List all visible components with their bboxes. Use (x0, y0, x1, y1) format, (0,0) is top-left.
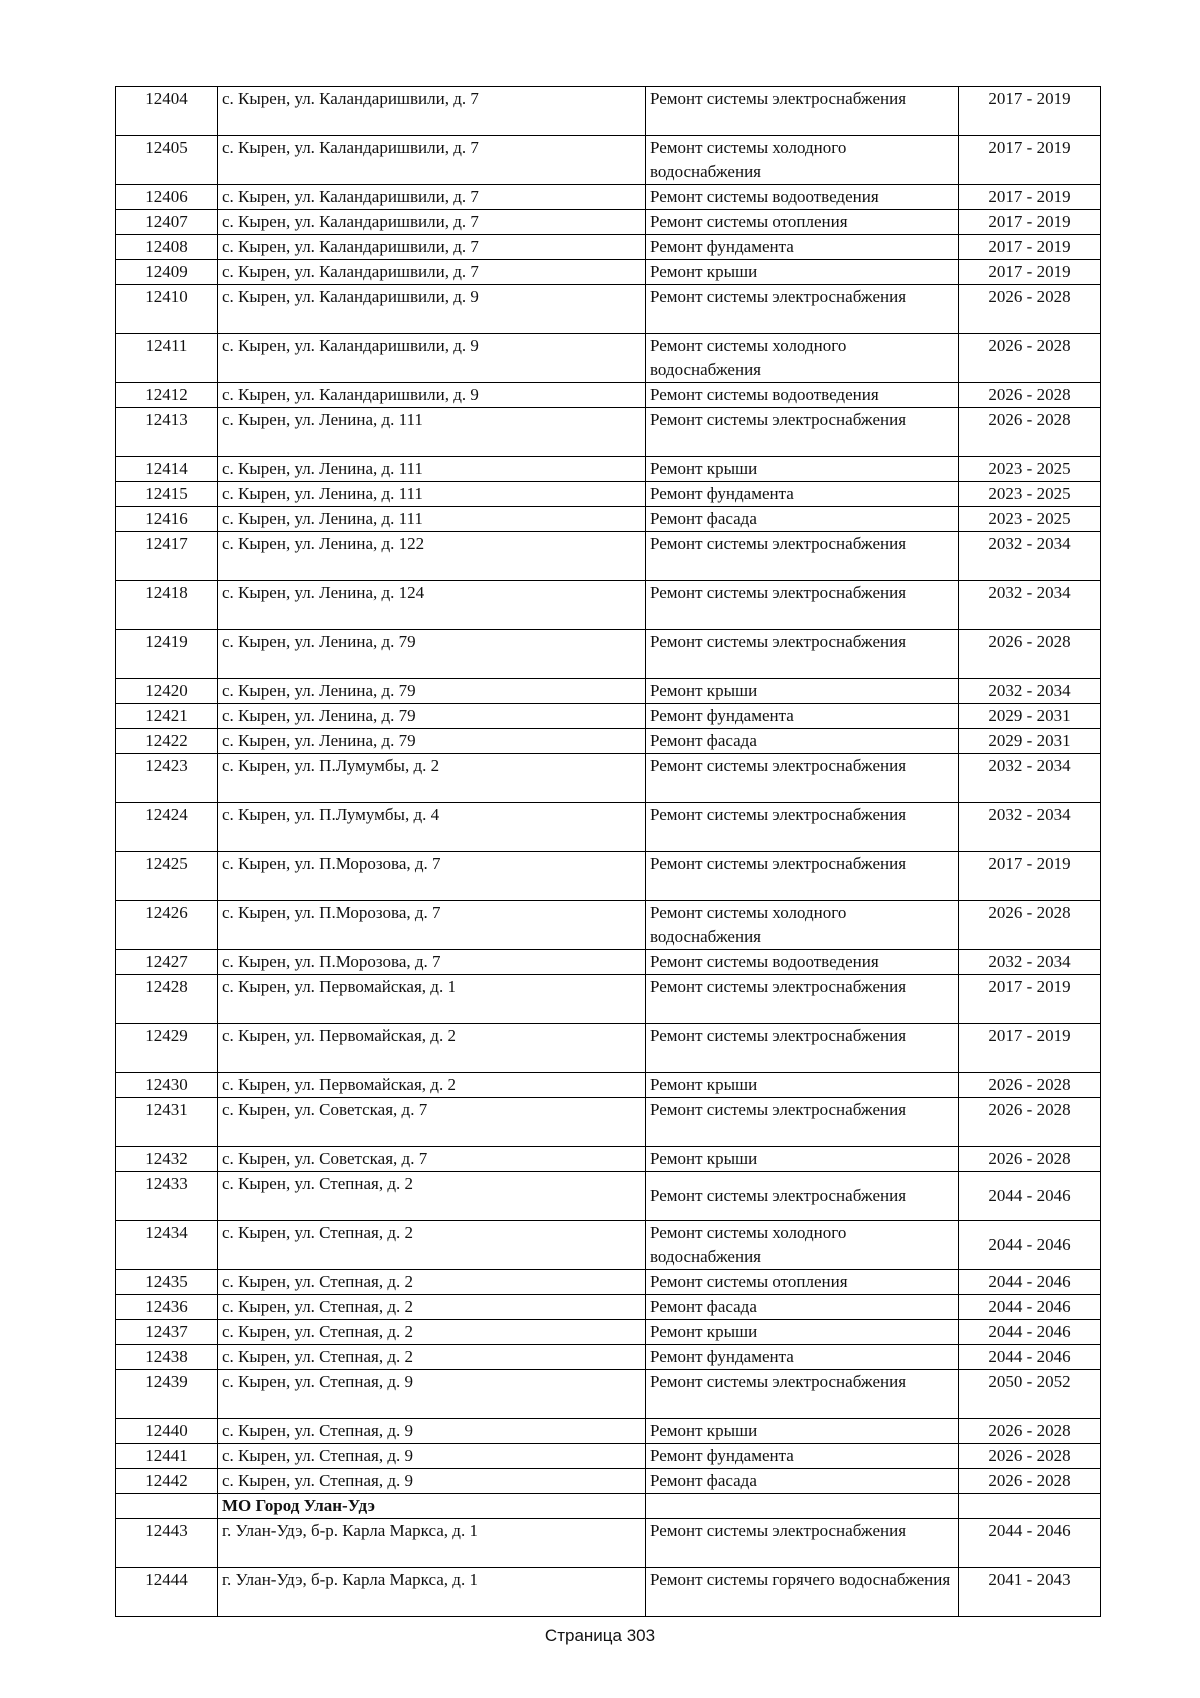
period-cell: 2029 - 2031 (959, 704, 1101, 729)
row-number-cell: 12428 (116, 975, 218, 1024)
work-type-cell: Ремонт системы электроснабжения (646, 581, 959, 630)
period-cell: 2044 - 2046 (959, 1320, 1101, 1345)
row-number-cell: 12408 (116, 235, 218, 260)
address-cell: с. Кырен, ул. Каландаришвили, д. 9 (218, 383, 646, 408)
work-type-cell: Ремонт системы электроснабжения (646, 1370, 959, 1419)
table-row (116, 630, 1101, 679)
period-cell: 2017 - 2019 (959, 852, 1101, 901)
address-cell: с. Кырен, ул. Каландаришвили, д. 7 (218, 235, 646, 260)
table-row (116, 1370, 1101, 1419)
table-row (116, 87, 1101, 136)
work-type-cell: Ремонт системы электроснабжения (646, 1172, 959, 1221)
period-cell: 2026 - 2028 (959, 1444, 1101, 1469)
address-cell: с. Кырен, ул. Каландаришвили, д. 7 (218, 136, 646, 185)
row-number-cell: 12404 (116, 87, 218, 136)
row-number-cell: 12411 (116, 334, 218, 383)
work-type-cell: Ремонт системы горячего водоснабжения (646, 1568, 959, 1617)
work-type-cell: Ремонт системы отопления (646, 1270, 959, 1295)
address-cell: с. Кырен, ул. Ленина, д. 122 (218, 532, 646, 581)
table-row (116, 235, 1101, 260)
work-type-cell: Ремонт системы электроснабжения (646, 975, 959, 1024)
work-type-cell: Ремонт фундамента (646, 1345, 959, 1370)
work-type-cell: Ремонт фасада (646, 1469, 959, 1494)
work-type-cell: Ремонт системы электроснабжения (646, 630, 959, 679)
address-cell: с. Кырен, ул. Советская, д. 7 (218, 1147, 646, 1172)
table-row (116, 1444, 1101, 1469)
row-number-cell (116, 1494, 218, 1519)
table-row (116, 285, 1101, 334)
row-number-cell: 12433 (116, 1172, 218, 1221)
table-row (116, 1221, 1101, 1270)
period-cell: 2044 - 2046 (959, 1519, 1101, 1568)
address-cell: с. Кырен, ул. Степная, д. 9 (218, 1419, 646, 1444)
row-number-cell: 12424 (116, 803, 218, 852)
address-cell: с. Кырен, ул. Степная, д. 2 (218, 1221, 646, 1270)
row-number-cell: 12441 (116, 1444, 218, 1469)
table-row (116, 729, 1101, 754)
period-cell: 2032 - 2034 (959, 581, 1101, 630)
work-type-cell: Ремонт системы водоотведения (646, 185, 959, 210)
work-type-cell: Ремонт крыши (646, 679, 959, 704)
period-cell: 2026 - 2028 (959, 1098, 1101, 1147)
period-cell: 2026 - 2028 (959, 901, 1101, 950)
work-type-cell: Ремонт системы электроснабжения (646, 1519, 959, 1568)
table-row (116, 260, 1101, 285)
table-row (116, 1295, 1101, 1320)
period-cell: 2044 - 2046 (959, 1172, 1101, 1221)
work-type-cell: Ремонт фундамента (646, 1444, 959, 1469)
address-cell: с. Кырен, ул. Ленина, д. 79 (218, 679, 646, 704)
period-cell: 2017 - 2019 (959, 260, 1101, 285)
table-row (116, 1519, 1101, 1568)
table-row (116, 679, 1101, 704)
period-cell: 2026 - 2028 (959, 383, 1101, 408)
work-type-cell: Ремонт системы электроснабжения (646, 408, 959, 457)
address-cell: г. Улан-Удэ, б-р. Карла Маркса, д. 1 (218, 1568, 646, 1617)
address-cell: с. Кырен, ул. П.Морозова, д. 7 (218, 852, 646, 901)
work-type-cell: Ремонт системы электроснабжения (646, 754, 959, 803)
table-row (116, 803, 1101, 852)
table-row (116, 704, 1101, 729)
address-cell: с. Кырен, ул. Ленина, д. 124 (218, 581, 646, 630)
row-number-cell: 12417 (116, 532, 218, 581)
period-cell (959, 1494, 1101, 1519)
period-cell: 2023 - 2025 (959, 457, 1101, 482)
row-number-cell: 12438 (116, 1345, 218, 1370)
address-cell: с. Кырен, ул. Ленина, д. 111 (218, 507, 646, 532)
period-cell: 2026 - 2028 (959, 1419, 1101, 1444)
period-cell: 2044 - 2046 (959, 1270, 1101, 1295)
period-cell: 2017 - 2019 (959, 185, 1101, 210)
row-number-cell: 12427 (116, 950, 218, 975)
section-row (116, 1494, 1101, 1519)
row-number-cell: 12420 (116, 679, 218, 704)
work-type-cell: Ремонт системы электроснабжения (646, 532, 959, 581)
table-row (116, 1419, 1101, 1444)
period-cell: 2032 - 2034 (959, 803, 1101, 852)
address-cell: с. Кырен, ул. Первомайская, д. 2 (218, 1024, 646, 1073)
work-type-cell: Ремонт крыши (646, 1320, 959, 1345)
address-cell: с. Кырен, ул. Ленина, д. 111 (218, 408, 646, 457)
table-row (116, 1568, 1101, 1617)
period-cell: 2026 - 2028 (959, 334, 1101, 383)
address-cell: с. Кырен, ул. Ленина, д. 79 (218, 704, 646, 729)
work-type-cell: Ремонт фасада (646, 507, 959, 532)
period-cell: 2017 - 2019 (959, 136, 1101, 185)
work-type-cell: Ремонт фундамента (646, 482, 959, 507)
table-row (116, 482, 1101, 507)
table-row (116, 1024, 1101, 1073)
table-row (116, 1469, 1101, 1494)
period-cell: 2041 - 2043 (959, 1568, 1101, 1617)
work-type-cell: Ремонт крыши (646, 1147, 959, 1172)
work-type-cell: Ремонт системы отопления (646, 210, 959, 235)
table-row (116, 1320, 1101, 1345)
table-row (116, 334, 1101, 383)
table-row (116, 1172, 1101, 1221)
address-cell: с. Кырен, ул. Ленина, д. 111 (218, 457, 646, 482)
address-cell: с. Кырен, ул. Степная, д. 2 (218, 1270, 646, 1295)
row-number-cell: 12425 (116, 852, 218, 901)
table-row (116, 852, 1101, 901)
row-number-cell: 12421 (116, 704, 218, 729)
work-type-cell: Ремонт крыши (646, 1073, 959, 1098)
address-cell: МО Город Улан-Удэ (218, 1494, 646, 1519)
period-cell: 2044 - 2046 (959, 1345, 1101, 1370)
table-row (116, 901, 1101, 950)
table-row (116, 136, 1101, 185)
row-number-cell: 12423 (116, 754, 218, 803)
table-row (116, 975, 1101, 1024)
period-cell: 2044 - 2046 (959, 1295, 1101, 1320)
address-cell: с. Кырен, ул. Степная, д. 2 (218, 1172, 646, 1221)
row-number-cell: 12440 (116, 1419, 218, 1444)
period-cell: 2032 - 2034 (959, 532, 1101, 581)
row-number-cell: 12435 (116, 1270, 218, 1295)
table-row (116, 408, 1101, 457)
period-cell: 2026 - 2028 (959, 285, 1101, 334)
work-type-cell: Ремонт системы электроснабжения (646, 852, 959, 901)
period-cell: 2032 - 2034 (959, 754, 1101, 803)
row-number-cell: 12419 (116, 630, 218, 679)
period-cell: 2050 - 2052 (959, 1370, 1101, 1419)
work-type-cell: Ремонт системы холодного водоснабжения (646, 136, 959, 185)
work-type-cell: Ремонт крыши (646, 457, 959, 482)
address-cell: с. Кырен, ул. Каландаришвили, д. 9 (218, 334, 646, 383)
address-cell: с. Кырен, ул. Ленина, д. 79 (218, 729, 646, 754)
work-type-cell: Ремонт системы электроснабжения (646, 87, 959, 136)
period-cell: 2044 - 2046 (959, 1221, 1101, 1270)
period-cell: 2029 - 2031 (959, 729, 1101, 754)
work-type-cell (646, 1494, 959, 1519)
address-cell: с. Кырен, ул. Степная, д. 9 (218, 1444, 646, 1469)
period-cell: 2032 - 2034 (959, 950, 1101, 975)
address-cell: с. Кырен, ул. Каландаришвили, д. 7 (218, 185, 646, 210)
address-cell: с. Кырен, ул. П.Лумумбы, д. 4 (218, 803, 646, 852)
table-row (116, 1345, 1101, 1370)
work-type-cell: Ремонт системы холодного водоснабжения (646, 901, 959, 950)
row-number-cell: 12442 (116, 1469, 218, 1494)
address-cell: с. Кырен, ул. Каландаришвили, д. 9 (218, 285, 646, 334)
address-cell: с. Кырен, ул. Ленина, д. 111 (218, 482, 646, 507)
row-number-cell: 12443 (116, 1519, 218, 1568)
address-cell: с. Кырен, ул. Советская, д. 7 (218, 1098, 646, 1147)
row-number-cell: 12418 (116, 581, 218, 630)
row-number-cell: 12414 (116, 457, 218, 482)
table-row (116, 210, 1101, 235)
row-number-cell: 12412 (116, 383, 218, 408)
address-cell: с. Кырен, ул. Степная, д. 2 (218, 1320, 646, 1345)
row-number-cell: 12434 (116, 1221, 218, 1270)
work-type-cell: Ремонт системы электроснабжения (646, 1024, 959, 1073)
table-row (116, 1270, 1101, 1295)
address-cell: с. Кырен, ул. Степная, д. 2 (218, 1345, 646, 1370)
row-number-cell: 12436 (116, 1295, 218, 1320)
period-cell: 2026 - 2028 (959, 630, 1101, 679)
table-row (116, 1073, 1101, 1098)
period-cell: 2026 - 2028 (959, 1469, 1101, 1494)
period-cell: 2023 - 2025 (959, 482, 1101, 507)
work-type-cell: Ремонт системы водоотведения (646, 950, 959, 975)
address-cell: с. Кырен, ул. Первомайская, д. 1 (218, 975, 646, 1024)
period-cell: 2032 - 2034 (959, 679, 1101, 704)
address-cell: с. Кырен, ул. Ленина, д. 79 (218, 630, 646, 679)
table-row (116, 532, 1101, 581)
address-cell: с. Кырен, ул. Каландаришвили, д. 7 (218, 210, 646, 235)
row-number-cell: 12429 (116, 1024, 218, 1073)
row-number-cell: 12439 (116, 1370, 218, 1419)
table-row (116, 383, 1101, 408)
period-cell: 2026 - 2028 (959, 1073, 1101, 1098)
period-cell: 2017 - 2019 (959, 87, 1101, 136)
row-number-cell: 12444 (116, 1568, 218, 1617)
row-number-cell: 12406 (116, 185, 218, 210)
period-cell: 2017 - 2019 (959, 210, 1101, 235)
address-cell: г. Улан-Удэ, б-р. Карла Маркса, д. 1 (218, 1519, 646, 1568)
work-type-cell: Ремонт системы водоотведения (646, 383, 959, 408)
row-number-cell: 12437 (116, 1320, 218, 1345)
work-type-cell: Ремонт фасада (646, 729, 959, 754)
work-type-cell: Ремонт системы холодного водоснабжения (646, 1221, 959, 1270)
address-cell: с. Кырен, ул. П.Морозова, д. 7 (218, 950, 646, 975)
repair-schedule-table (115, 86, 1101, 1617)
address-cell: с. Кырен, ул. П.Морозова, д. 7 (218, 901, 646, 950)
row-number-cell: 12422 (116, 729, 218, 754)
address-cell: с. Кырен, ул. Степная, д. 9 (218, 1469, 646, 1494)
row-number-cell: 12432 (116, 1147, 218, 1172)
address-cell: с. Кырен, ул. Каландаришвили, д. 7 (218, 260, 646, 285)
work-type-cell: Ремонт фундамента (646, 235, 959, 260)
table-row (116, 457, 1101, 482)
work-type-cell: Ремонт крыши (646, 1419, 959, 1444)
row-number-cell: 12430 (116, 1073, 218, 1098)
period-cell: 2026 - 2028 (959, 408, 1101, 457)
period-cell: 2023 - 2025 (959, 507, 1101, 532)
work-type-cell: Ремонт фундамента (646, 704, 959, 729)
period-cell: 2017 - 2019 (959, 235, 1101, 260)
row-number-cell: 12413 (116, 408, 218, 457)
table-row (116, 581, 1101, 630)
work-type-cell: Ремонт системы электроснабжения (646, 285, 959, 334)
address-cell: с. Кырен, ул. П.Лумумбы, д. 2 (218, 754, 646, 803)
work-type-cell: Ремонт системы холодного водоснабжения (646, 334, 959, 383)
row-number-cell: 12407 (116, 210, 218, 235)
period-cell: 2017 - 2019 (959, 975, 1101, 1024)
work-type-cell: Ремонт системы электроснабжения (646, 1098, 959, 1147)
table-row (116, 1098, 1101, 1147)
work-type-cell: Ремонт фасада (646, 1295, 959, 1320)
row-number-cell: 12426 (116, 901, 218, 950)
table-row (116, 507, 1101, 532)
row-number-cell: 12410 (116, 285, 218, 334)
table-row (116, 1147, 1101, 1172)
page-number: Страница 303 (544, 1626, 656, 1645)
row-number-cell: 12416 (116, 507, 218, 532)
row-number-cell: 12431 (116, 1098, 218, 1147)
table-body (116, 87, 1101, 1617)
table-row (116, 950, 1101, 975)
row-number-cell: 12409 (116, 260, 218, 285)
page-footer (0, 1626, 1200, 1646)
row-number-cell: 12405 (116, 136, 218, 185)
address-cell: с. Кырен, ул. Каландаришвили, д. 7 (218, 87, 646, 136)
address-cell: с. Кырен, ул. Степная, д. 9 (218, 1370, 646, 1419)
work-type-cell: Ремонт системы электроснабжения (646, 803, 959, 852)
address-cell: с. Кырен, ул. Степная, д. 2 (218, 1295, 646, 1320)
table-row (116, 754, 1101, 803)
address-cell: с. Кырен, ул. Первомайская, д. 2 (218, 1073, 646, 1098)
table-row (116, 185, 1101, 210)
period-cell: 2026 - 2028 (959, 1147, 1101, 1172)
row-number-cell: 12415 (116, 482, 218, 507)
work-type-cell: Ремонт крыши (646, 260, 959, 285)
period-cell: 2017 - 2019 (959, 1024, 1101, 1073)
